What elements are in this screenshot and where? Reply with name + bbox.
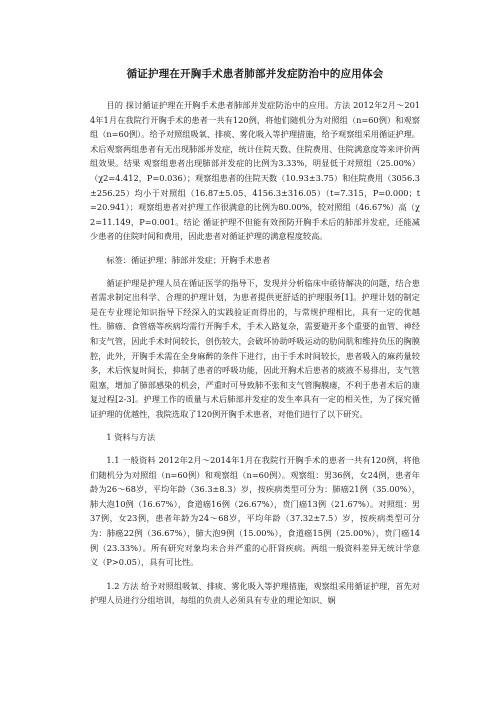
- general-data-paragraph: 1.1 一般资料 2012年2月～2014年1月在我院行开胸手术的患者一共有120例，将他们随机分为对照组（n=60例）和观察组（n=60例）。观察组：男36例，女24例，患者年龄为26～68岁，平均年龄（36.3±8.3）岁，按疾病类型可分为：肺癌21例（35.00%），肺大泡10例（16.67%），食道癌16例（26.67%），贲门癌13例（21.67%）。对照组：男37例，女23例，患者年龄为24～68岁，平均年龄（37.32±7.5）岁，按疾病类型可分为：肺癌22例（36.67%），肺大泡9例（15.00%），食道癌15例（25.00%），贲门癌14例（23.33%）。所有研究对象均未合并严重的心肝肾疾病。两组一般资料差异无统计学意义（P>0.05），具有可比性。: [90, 455, 420, 568]
- section-heading: 1 资料与方法: [106, 432, 156, 443]
- keywords-line: 标签：循证护理；肺部并发症；开胸手术患者: [106, 254, 271, 265]
- abstract-paragraph: 目的 探讨循证护理在开胸手术患者肺部并发症防治中的应用。方法 2012年2月～2014年1月在我院行开胸手术的患者一共有120例，将他们随机分为对照组（n=60例）和观察组（n=60例）。给予对照组吸氧、排痰、雾化吸入等护理措施，给予观察组采用循证护理。术后观察两组患者有无出现肺部并发症，统计住院天数、住院费用、住院满意度等来评价两组效果。结果 观察组患者出现肺部并发症的比例为3.33%，明显低于对照组（25.00%）（χ2=4.412，P=0.036）；观察组患者的住院天数（10.93±3.75）和住院费用（3056.3±256.25）均小于对照组（16.87±5.05、4156.3±316.05）（t=7.315，P=0.000；t=20.941）；观察组患者对护理工作很满意的比例为80.00%，较对照组（46.67%）高（χ2=11.149，P=0.001。结论 循证护理不但能有效预防开胸手术后的肺部并发症，还能减少患者的住院时间和费用，因此患者对循证护理的满意程度较高。: [90, 100, 420, 242]
- document-page: [90, 66, 420, 617]
- intro-paragraph: 循证护理是护理人员在循证医学的指导下，发现并分析临床中亟待解决的问题，结合患者需求制定出科学、合理的护理计划，为患者提供更舒适的护理服务[1]。护理计划的制定是在专业理论知识指导下经深入的实践验证而得出的，与常规护理相比，具有一定的优越性。肺癌、食管癌等疾病均需行开胸手术，手术入路复杂，需要避开多个重要的血管、神经和支气管，因此手术时间较长，创伤较大，会破坏协助呼吸运动的肋间肌和维持负压的胸膜腔，此外，开胸手术需在全身麻醉的条件下进行，由于手术时间较长，患者吸入的麻药量较多，术后恢复时间长，抑制了患者的呼吸功能，因此开胸术后患者的痰液不易排出，支气管阻塞，增加了肺部感染的机会，严重时可导致肺不张和支气管胸膜瘘，不利于患者术后的康复过程[2-3]。护理工作的质量与术后肺部并发症的发生率具有一定的相关性，为了探究循证护理的优越性，我院选取了120例开胸手术患者，对他们进行了以下研究。: [90, 277, 420, 419]
- paper-title: 循证护理在开胸手术患者肺部并发症防治中的应用体会: [126, 68, 384, 80]
- methods-paragraph: 1.2 方法 给予对照组吸氧、排痰、雾化吸入等护理措施，观察组采用循证护理，首先对护理人员进行分组培训，每组的负责人必须具有专业的理论知识、娴: [90, 580, 420, 606]
